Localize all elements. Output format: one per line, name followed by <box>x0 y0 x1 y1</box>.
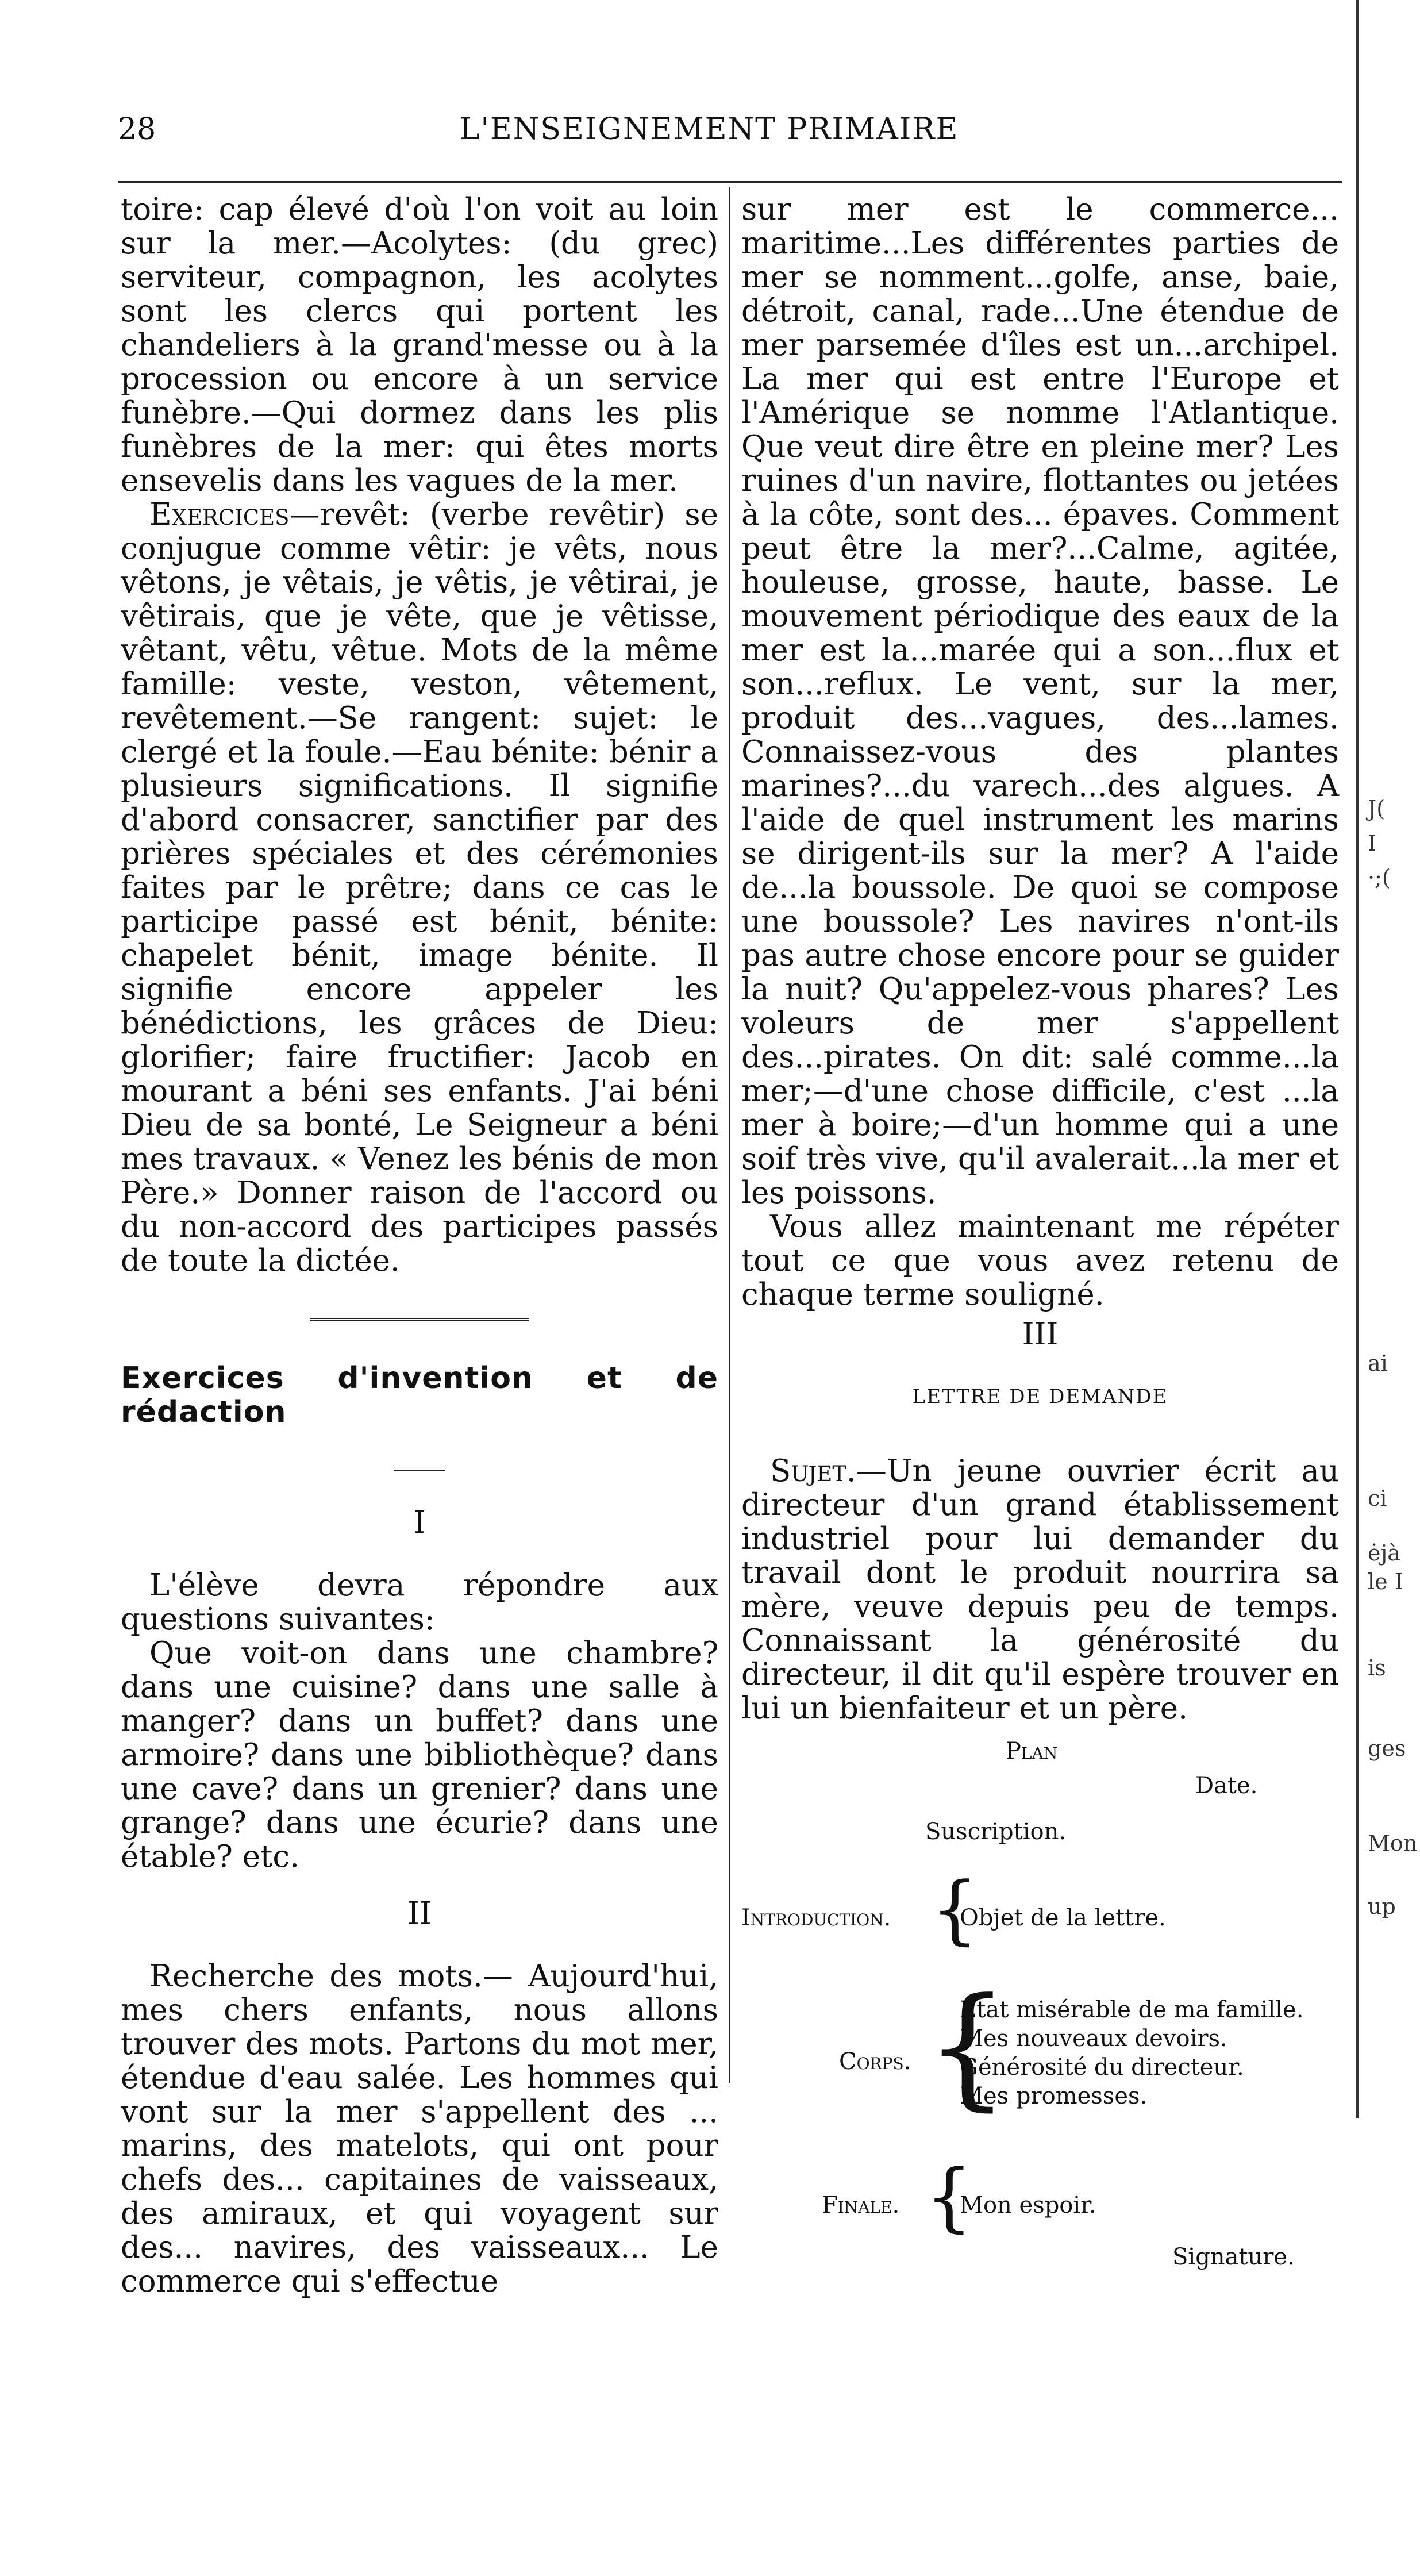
exercices-text: —revêt: (verbe revêtir) se conjugue comme vêtir: je vêts, nous vêtons, je vêtais, je vêtis, je vêtirai, je vêtirais, que je vête, que je vêtisse, vêtant, vêtu, vêtue. Mots de la même famille: veste, veston, vêtement, revêtement.—Se rangent: sujet: le clergé et la foule.—Eau bénite: bénir a plusieurs significations. Il signifie d'abord consacrer, sanctifier par des prières spéciales et des cérémonies faites par le prêtre; dans ce cas le participe passé est bénit, bénite: chapelet bénit, image bénite. Il signifie encore appeler les bénédictions, les grâces de Dieu: glorifier; faire fructifier: Jacob en mourant a béni ses enfants. J'ai béni Dieu de sa bonté, Le Seigneur a béni mes travaux. « Venez les bénis de mon Père.» Donner raison de l'accord ou du non-accord des participes passés de toute la dictée. <box>121 497 718 1278</box>
plan-date: Date. <box>1195 1773 1258 1799</box>
plan-corps-item: Mes promesses. <box>960 2083 1148 2109</box>
letter-title: LETTRE DE DEMANDE <box>912 1385 1168 1408</box>
plan-finale-label: Finale. <box>822 2192 900 2219</box>
sujet-lead: Sujet. <box>770 1454 856 1489</box>
right-paragraph-1: sur mer est le commerce... maritime...Les différentes parties de mer se nomment...golfe, anse, baie, détroit, canal, rade...Une étendue de mer parsemée d'îles est un...archipel. La mer qui est entre l'Europe et l'Amérique se nomme l'Atlantique. Que veut dire être en pleine mer? Les ruines d'un navire, flottantes ou jetées à la côte, sont des... épaves. Comment peut être la mer?...Calme, agitée, houleuse, grosse, haute, basse. Le mouvement périodique des eaux de la mer est la...marée qui a son...flux et son...reflux. Le vent, sur la mer, produit des...vagues, des...lames. Connaissez-vous des plantes marines?...du varech...des algues. A l'aide de quel instrument les marins se dirigent-ils sur la mer? A l'aide de...la boussole. De quoi se compose une boussole? Les navires n'ont-ils pas autre chose encore pour se guider la nuit? Qu'appelez-vous phares? Les voleurs de mer s'appellent des...pirates. On dit: salé comme...la mer;—d'une chose difficile, c'est ...la mer à boire;—d'un homme qui a une soif très vive, qu'il avalerait...la mer et les poissons. <box>741 192 1339 1210</box>
exercices-lead: Exercices <box>149 497 290 532</box>
plan-finale-item: Mon espoir. <box>960 2192 1096 2219</box>
margin-fragment: I <box>1368 831 1377 856</box>
margin-fragment: Mon <box>1368 1831 1418 1856</box>
page-number: 28 <box>118 112 156 147</box>
plan-intro-label: Introduction. <box>741 1905 891 1931</box>
sujet-text: —Un jeune ouvrier écrit au directeur d'un grand établissement industriel pour lui demander du travail dont le produit nourrira sa mère, veuve depuis peu de temps. Connaissant la générosité du directeur, il dit qu'il espère trouver en lui un bienfaiteur et un père. <box>741 1454 1339 1726</box>
margin-fragment: J( <box>1368 796 1386 821</box>
margin-fragment: ges <box>1368 1736 1406 1761</box>
left-paragraph-4: Que voit-on dans une chambre? dans une cuisine? dans une salle à manger? dans un buffet? dans une armoire? dans une bibliothèque? dans une cave? dans un grenier? dans une grange? dans une écurie? dans une étable? etc. <box>121 1636 718 1874</box>
short-rule <box>394 1470 445 1471</box>
margin-fragment: ci <box>1368 1486 1387 1511</box>
section-number-3: III <box>1022 1317 1059 1352</box>
right-column <box>741 193 1339 2576</box>
brace-icon: { <box>925 2153 973 2240</box>
left-paragraph-3: L'élève devra répondre aux questions suivantes: <box>121 1568 718 1637</box>
running-header <box>0 112 1420 158</box>
margin-fragment: ai <box>1368 1351 1388 1376</box>
plan-title: Plan <box>1006 1738 1058 1764</box>
section-number-1: I <box>413 1505 426 1540</box>
margin-fragment: is <box>1368 1655 1386 1681</box>
exercices-paragraph <box>121 498 718 1278</box>
brace-icon: { <box>925 1970 1010 2124</box>
plan-intro-item: Objet de la lettre. <box>960 1905 1166 1931</box>
letter-plan <box>741 1725 1339 2576</box>
left-paragraph-1: toire: cap élevé d'où l'on voit au loin sur la mer.—Acolytes: (du grec) serviteur, compagnon, les acolytes sont les clercs qui portent les chandeliers à la grand'messe ou à la procession ou encore à un service funèbre.—Qui dormez dans les plis funèbres de la mer: qui êtes morts ensevelis dans les vagues de la mer. <box>121 192 718 498</box>
plan-corps-item: Etat misérable de ma famille. <box>960 1997 1304 2023</box>
plan-suscription: Suscription. <box>925 1818 1067 1845</box>
plan-signature: Signature. <box>1172 2244 1295 2270</box>
left-paragraph-5: Recherche des mots.— Aujourd'hui, mes chers enfants, nous allons trouver des mots. Partons du mot mer, étendue d'eau salée. Les hommes qui vont sur la mer s'appellent des ... marins, des matelots, qui ont pour chefs des... capitaines de vaisseaux, des amiraux, et qui voyagent sur des... navires, des vaisseaux... Le commerce qui s'effectue <box>121 1959 718 2299</box>
right-paragraph-2: Vous allez maintenant me répéter tout ce que vous avez retenu de chaque terme souligné. <box>741 1209 1339 1312</box>
section-heading: Exercices d'invention et de rédaction <box>121 1361 718 1429</box>
plan-corps-item: Générosité du directeur. <box>960 2054 1244 2081</box>
margin-fragment: le I <box>1368 1569 1403 1594</box>
decorative-rule <box>310 1318 529 1321</box>
page-title: L'ENSEIGNEMENT PRIMAIRE <box>460 112 959 147</box>
brace-icon: { <box>931 1866 979 1953</box>
section-number-2: II <box>407 1896 432 1931</box>
plan-corps-item: Mes nouveaux devoirs. <box>960 2025 1227 2052</box>
left-column <box>121 193 718 2298</box>
page-edge <box>1356 0 1359 2118</box>
margin-fragment: ·;( <box>1368 865 1391 890</box>
margin-fragment: ėjà <box>1368 1540 1400 1566</box>
sujet-paragraph <box>741 1454 1339 1725</box>
column-divider <box>729 187 730 2083</box>
margin-fragment: up <box>1368 1894 1396 1919</box>
plan-corps-label: Corps. <box>839 2048 911 2075</box>
header-rule <box>118 181 1342 183</box>
